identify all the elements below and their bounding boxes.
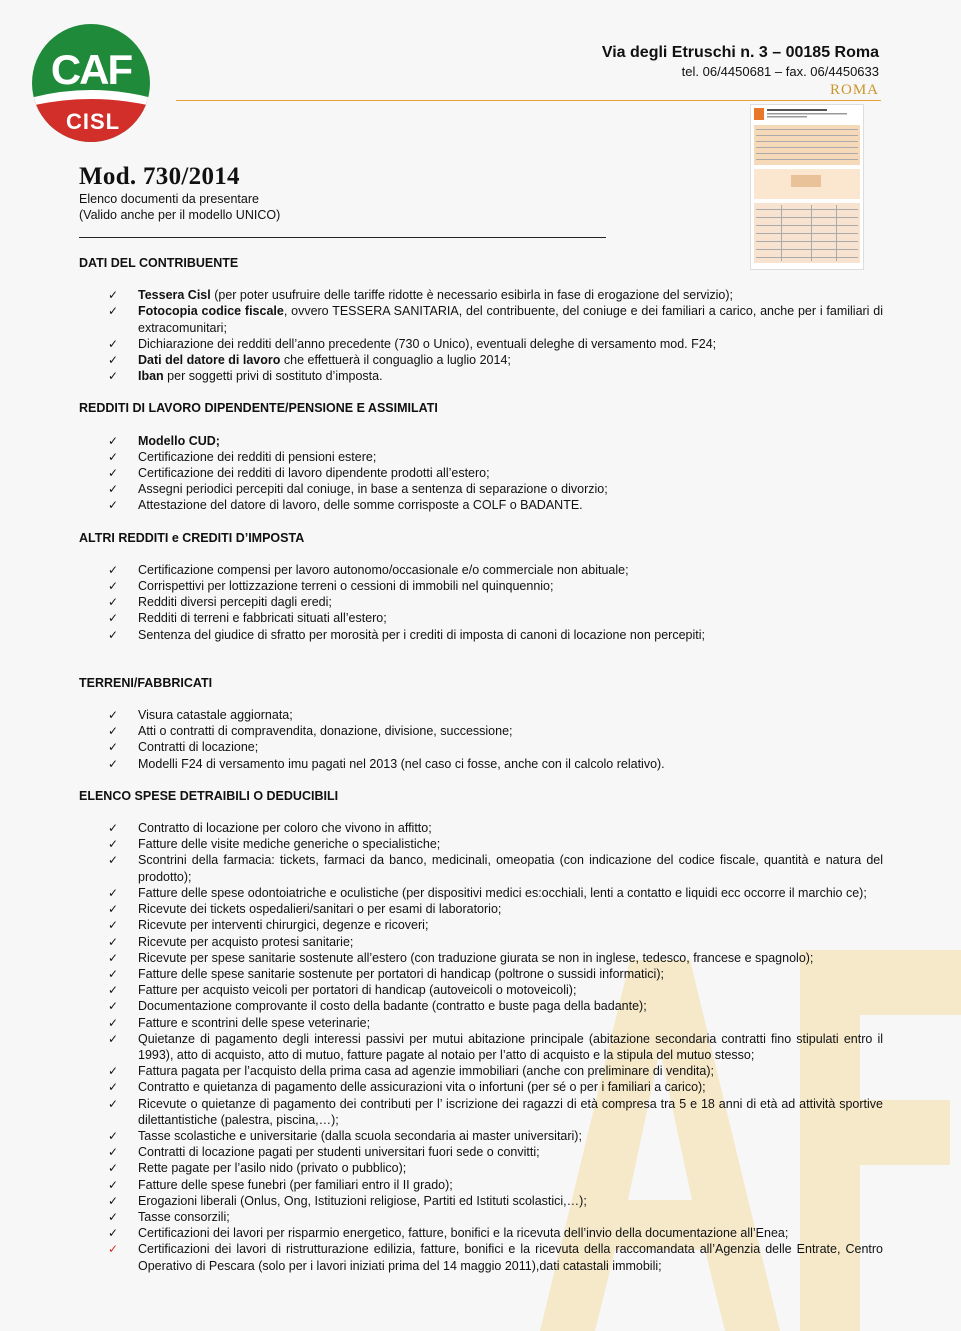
checkmark-icon: ✓ <box>108 1064 119 1079</box>
section-title-redditi: REDDITI DI LAVORO DIPENDENTE/PENSIONE E ASSIMILATI <box>79 401 438 416</box>
checkmark-icon: ✓ <box>108 611 119 626</box>
list-altri <box>79 562 883 643</box>
checkmark-icon: ✓ <box>108 466 119 481</box>
list-item: ✓ Assegni periodici percepiti dal coniuge, in base a sentenza di separazione o divorzio; <box>108 482 608 497</box>
list-item: ✓ Attestazione del datore di lavoro, delle somme corrisposte a COLF o BADANTE. <box>108 498 583 513</box>
address-line: Via degli Etruschi n. 3 – 00185 Roma <box>601 44 879 61</box>
list-item: ✓ Dati del datore di lavoro che effettuerà il conguaglio a luglio 2014; <box>108 353 511 368</box>
list-spese <box>79 820 883 1274</box>
header-address-block <box>602 44 879 99</box>
checkmark-icon: ✓ <box>108 885 119 900</box>
list-item: ✓ Quietanze di pagamento degli interessi passivi per mutui abitazione principale (abitazione secondaria contratti fino stipulati entro il 1993), atto di acquisto, atto di mutuo, fatture pagate al notaio per l’atto di acquisto e la stipula del mutuo stesso; <box>108 1031 883 1062</box>
list-item: ✓ Fatture delle spese sanitarie sostenute per portatori di handicap (poltrone o sussidi informatici); <box>108 966 664 981</box>
list-item: ✓ Scontrini della farmacia: tickets, farmaci da banco, medicinali, omeopatia (con indicazione del codice fiscale, quantità e natura del prodotto); <box>108 853 883 884</box>
list-item: ✓ Certificazione dei redditi di pensioni estere; <box>108 449 377 464</box>
checkmark-icon: ✓ <box>108 1145 119 1160</box>
checkmark-icon: ✓ <box>108 821 119 836</box>
list-item: ✓ Iban per soggetti privi di sostituto d’imposta. <box>108 369 383 384</box>
list-item: ✓ Ricevute dei tickets ospedalieri/sanitari o per esami di laboratorio; <box>108 902 502 917</box>
list-item: ✓ Rette pagate per l’asilo nido (privato o pubblico); <box>108 1161 407 1176</box>
list-item: ✓ Fatture delle visite mediche generiche o specialistiche; <box>108 837 441 852</box>
checkmark-icon: ✓ <box>108 1015 119 1030</box>
checkmark-icon: ✓ <box>108 498 119 513</box>
section-title-spese: ELENCO SPESE DETRAIBILI O DEDUCIBILI <box>79 788 339 803</box>
checkmark-icon: ✓ <box>108 562 119 577</box>
list-item: ✓ Erogazioni liberali (Onlus, Ong, Istituzioni religiose, Partiti ed Istituti scolastici,…); <box>108 1193 587 1208</box>
list-item: ✓ Contratto di locazione per coloro che vivono in affitto; <box>108 821 432 836</box>
checkmark-icon: ✓ <box>108 983 119 998</box>
document-content <box>79 255 883 1290</box>
checkmark-icon: ✓ <box>108 724 119 739</box>
checkmark-icon: ✓ <box>108 1226 119 1241</box>
section-title-contribuente: DATI DEL CONTRIBUENTE <box>79 256 239 270</box>
list-item: ✓ Redditi diversi percepiti dagli eredi; <box>108 595 332 610</box>
list-item: ✓ Fattura pagata per l’acquisto della prima casa ad agenzie immobiliari (anche con preliminare di vendita); <box>108 1064 714 1079</box>
checkmark-icon: ✓ <box>108 433 119 448</box>
header-orange-rule <box>176 100 881 101</box>
list-item: ✓ Tasse consorzili; <box>108 1209 230 1224</box>
list-item: ✓ Fatture e scontrini delle spese veterinarie; <box>108 1015 371 1030</box>
checkmark-icon: ✓ <box>108 1193 119 1208</box>
list-item: ✓ Fotocopia codice fiscale, ovvero TESSERA SANITARIA, del contribuente, del coniuge e dei familiari a carico, anche per i familiari di extracomunitari; <box>108 304 883 335</box>
list-item: ✓ Tasse scolastiche e universitarie (dalla scuola secondaria ai master universitari); <box>108 1128 582 1143</box>
checkmark-icon: ✓ <box>108 336 119 351</box>
list-item: ✓ Sentenza del giudice di sfratto per morosità per i crediti di imposta di canoni di locazione non percepiti; <box>108 627 705 642</box>
list-item: ✓ Fatture per acquisto veicoli per portatori di handicap (autoveicoli o motoveicoli); <box>108 983 577 998</box>
title-block <box>79 163 280 223</box>
logo-caf-text: CAF <box>50 46 132 93</box>
list-item: ✓ Certificazioni dei lavori per risparmio energetico, fatture, bonifici e la ricevuta dell’invio della documentazione all’Enea; <box>108 1226 789 1241</box>
list-item: ✓ Atti o contratti di compravendita, donazione, divisione, successione; <box>108 724 513 739</box>
checkmark-icon: ✓ <box>108 918 119 933</box>
checkmark-icon: ✓ <box>108 579 119 594</box>
list-item: ✓ Ricevute per acquisto protesi sanitarie; <box>108 934 354 949</box>
list-item: ✓ Corrispettivi per lottizzazione terreni o cessioni di immobili nel quinquennio; <box>108 579 554 594</box>
section-title-altri: ALTRI REDDITI e CREDITI D’IMPOSTA <box>79 530 305 545</box>
checkmark-icon: ✓ <box>108 1080 119 1095</box>
checkmark-icon: ✓ <box>108 595 119 610</box>
list-item: ✓ Redditi di terreni e fabbricati situati all’estero; <box>108 611 387 626</box>
section-title-terreni: TERRENI/FABBRICATI <box>79 675 213 690</box>
list-item: ✓ Contratto e quietanza di pagamento delle assicurazioni vita o infortuni (per sé o per i familiari a carico); <box>108 1080 706 1095</box>
list-item: ✓ Contratti di locazione pagati per studenti universitari fuori sede o convitti; <box>108 1145 540 1160</box>
checkmark-icon: ✓ <box>108 1096 119 1111</box>
list-contribuente <box>79 287 883 384</box>
checkmark-icon: ✓ <box>108 902 119 917</box>
checkmark-icon: ✓ <box>108 708 119 723</box>
checkmark-icon: ✓ <box>108 1209 119 1224</box>
list-item: ✓ Certificazione dei redditi di lavoro dipendente prodotti all’estero; <box>108 466 490 481</box>
checkmark-icon: ✓ <box>108 934 119 949</box>
list-item: ✓ Contratti di locazione; <box>108 740 259 755</box>
checkmark-icon: ✓ <box>108 1031 119 1046</box>
checkmark-icon: ✓ <box>108 1242 119 1257</box>
checkmark-icon: ✓ <box>108 999 119 1014</box>
list-item: ✓ Ricevute o quietanze di pagamento dei contributi per l’ iscrizione dei ragazzi di età compresa tra 5 e 18 anni di età ad attività sportive dilettantistiche (palestra, piscina,…); <box>108 1096 883 1127</box>
list-item: ✓ Fatture delle spese funebri (per familiari entro il II grado); <box>108 1177 453 1192</box>
checkmark-icon: ✓ <box>108 627 119 642</box>
checkmark-icon: ✓ <box>108 482 119 497</box>
checkmark-icon: ✓ <box>108 288 119 303</box>
checkmark-icon: ✓ <box>108 740 119 755</box>
list-terreni <box>79 707 883 772</box>
list-redditi <box>79 433 883 514</box>
checkmark-icon: ✓ <box>108 449 119 464</box>
list-item: ✓ Ricevute per spese sanitarie sostenute all’estero (con traduzione giurata se non in inglese, tedesco, francese e spagnolo); <box>108 950 814 965</box>
list-item: ✓ Modelli F24 di versamento imu pagati nel 2013 (nel caso ci fosse, anche con il calcolo relativo). <box>108 756 665 771</box>
checkmark-icon: ✓ <box>108 353 119 368</box>
checkmark-icon: ✓ <box>108 837 119 852</box>
list-item: ✓ Certificazione compensi per lavoro autonomo/occasionale e/o commerciale non abituale; <box>108 562 629 577</box>
city-line: ROMA <box>829 82 879 98</box>
checkmark-icon: ✓ <box>108 950 119 965</box>
checkmark-icon: ✓ <box>108 756 119 771</box>
checkmark-icon: ✓ <box>108 304 119 319</box>
document-title: Mod. 730/2014 <box>79 163 240 190</box>
checkmark-icon: ✓ <box>108 966 119 981</box>
list-item: ✓ Certificazioni dei lavori di ristrutturazione edilizia, fatture, bonifici e la ricevuta della raccomandata all’Agenzia delle Entrate, Centro Operativo di Pescara (solo per i lavori iniziati prima del 14 maggio 2011),dati catastali immobili; <box>108 1242 883 1273</box>
list-item: ✓ Documentazione comprovante il costo della badante (contratto e buste paga della badante); <box>108 999 647 1014</box>
checkmark-icon: ✓ <box>108 1128 119 1143</box>
list-item: ✓ Visura catastale aggiornata; <box>108 708 293 723</box>
list-item: ✓ Tessera Cisl (per poter usufruire delle tariffe ridotte è necessario esibirla in fase di erogazione del servizio); <box>108 288 733 303</box>
title-rule <box>79 237 606 238</box>
caf-cisl-logo <box>30 22 152 144</box>
checkmark-icon: ✓ <box>108 1177 119 1192</box>
list-item: ✓ Fatture delle spese odontoiatriche e oculistiche (per dispositivi medici es:occhiali, lenti a contatto e liquidi ecc occorre il marchio ce); <box>108 885 867 900</box>
list-item: ✓ Dichiarazione dei redditi dell’anno precedente (730 o Unico), eventuali deleghe di versamento mod. F24; <box>108 336 717 351</box>
list-item: ✓ Modello CUD; <box>108 433 220 448</box>
list-item: ✓ Ricevute per interventi chirurgici, degenze e ricoveri; <box>108 918 429 933</box>
document-subtitle: Elenco documenti da presentare <box>79 192 259 206</box>
document-subtitle-note: (Valido anche per il modello UNICO) <box>79 208 281 222</box>
checkmark-icon: ✓ <box>108 369 119 384</box>
logo-cisl-text: CISL <box>65 109 121 134</box>
checkmark-icon: ✓ <box>108 853 119 868</box>
telephone-line: tel. 06/4450681 – fax. 06/4450633 <box>681 64 879 79</box>
modello-730-thumbnail <box>750 104 864 270</box>
checkmark-icon: ✓ <box>108 1161 119 1176</box>
